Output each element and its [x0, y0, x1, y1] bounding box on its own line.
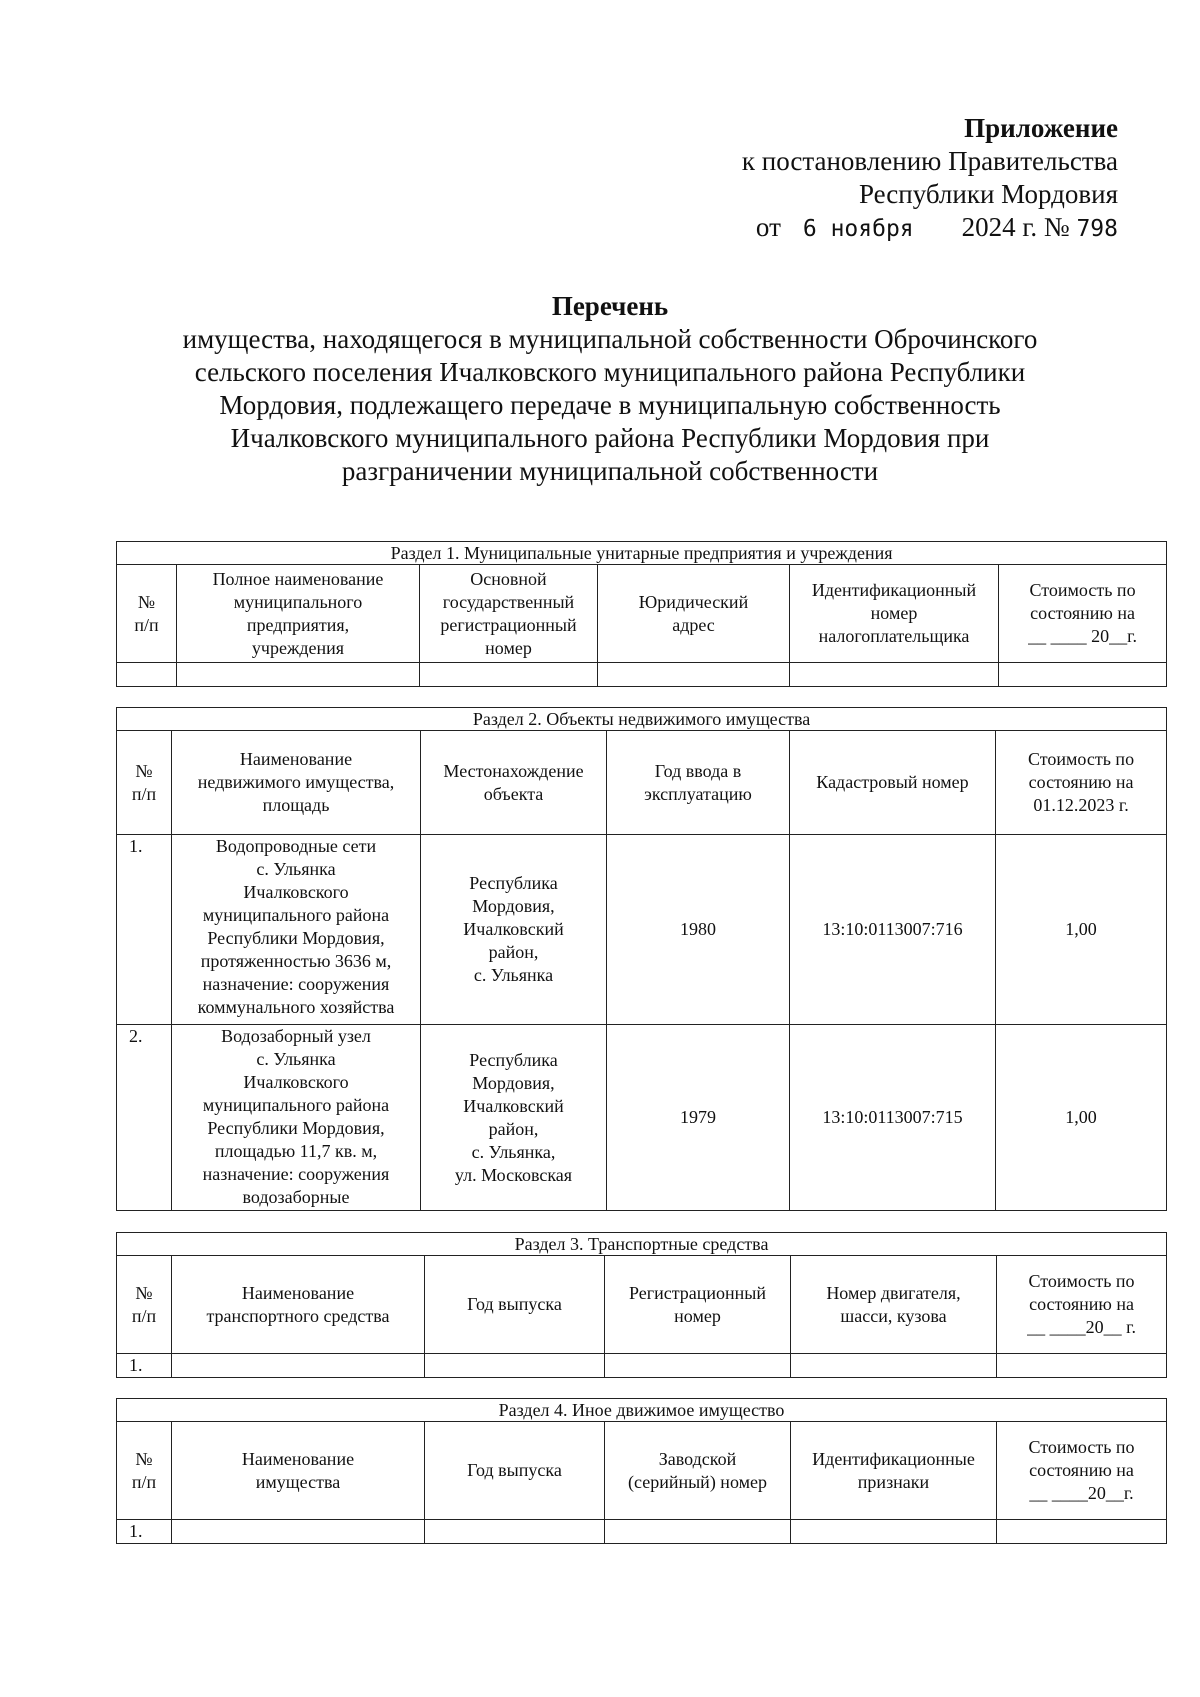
- column-header: Стоимость по состоянию на 01.12.2023 г.: [996, 731, 1167, 835]
- annex-line-1: к постановлению Правительства: [741, 146, 1118, 176]
- column-header: Год выпуска: [425, 1422, 605, 1520]
- table-cell: [791, 1520, 997, 1544]
- table-cell: [598, 663, 790, 687]
- date-day: 6 ноября: [802, 216, 914, 242]
- document-number: 798: [1076, 216, 1118, 242]
- table-cell: Водозаборный узел с. Ульянка Ичалковского муниципального района Республики Мордовия, площадью 11,7 кв. м, назначение: сооружения водозаборные: [172, 1025, 421, 1211]
- section-4-table: [116, 1398, 1167, 1544]
- row-number: 1.: [117, 835, 172, 1025]
- column-header: № п/п: [117, 565, 177, 663]
- column-header: Стоимость по состоянию на __ ____ 20__г.: [999, 565, 1167, 663]
- column-header: Основной государственный регистрационный номер: [420, 565, 598, 663]
- row-number: 1.: [117, 1354, 172, 1378]
- column-header: Местонахождение объекта: [421, 731, 607, 835]
- table-cell: [997, 1354, 1167, 1378]
- header-row: [117, 565, 1167, 663]
- column-header: Наименование имущества: [172, 1422, 425, 1520]
- column-header: Номер двигателя, шасси, кузова: [791, 1256, 997, 1354]
- section-3-table: [116, 1232, 1167, 1378]
- annex-line-2: Республики Мордовия: [858, 179, 1118, 209]
- title-line-1: имущества, находящегося в муниципальной собственности Оброчинского: [182, 324, 1038, 354]
- section-caption: Раздел 3. Транспортные средства: [117, 1233, 1167, 1256]
- table-row: [117, 1354, 1167, 1378]
- column-header: № п/п: [117, 1256, 172, 1354]
- section-2-table: [116, 707, 1167, 1211]
- table-cell: [172, 1520, 425, 1544]
- date-year: 2024 г. №: [961, 212, 1070, 242]
- table-cell: [791, 1354, 997, 1378]
- column-header: Полное наименование муниципального предприятия, учреждения: [177, 565, 420, 663]
- column-header: Идентификационный номер налогоплательщика: [790, 565, 999, 663]
- row-number: 1.: [117, 1520, 172, 1544]
- table-cell: [999, 663, 1167, 687]
- header-row: [117, 1422, 1167, 1520]
- column-header: Кадастровый номер: [790, 731, 996, 835]
- title-line-3: Мордовия, подлежащего передаче в муниципальную собственность: [219, 390, 1001, 420]
- row-number: 2.: [117, 1025, 172, 1211]
- title-line-2: сельского поселения Ичалковского муниципального района Республики: [194, 357, 1026, 387]
- table-cell: [425, 1354, 605, 1378]
- date-prefix: от: [755, 212, 781, 242]
- table-cell: 1979: [607, 1025, 790, 1211]
- column-header: № п/п: [117, 1422, 172, 1520]
- table-cell: [790, 663, 999, 687]
- column-header: Юридический адрес: [598, 565, 790, 663]
- table-cell: 13:10:0113007:716: [790, 835, 996, 1025]
- table-row: [117, 835, 1167, 1025]
- table-row: [117, 663, 1167, 687]
- column-header: Регистрационный номер: [605, 1256, 791, 1354]
- table-cell: 1,00: [996, 835, 1167, 1025]
- column-header: Наименование недвижимого имущества, площадь: [172, 731, 421, 835]
- table-cell: Республика Мордовия, Ичалковский район, с. Ульянка: [421, 835, 607, 1025]
- header-row: [117, 1256, 1167, 1354]
- table-cell: Водопроводные сети с. Ульянка Ичалковского муниципального района Республики Мордовия, протяженностью 3636 м, назначение: сооружения коммунального хозяйства: [172, 835, 421, 1025]
- column-header: № п/п: [117, 731, 172, 835]
- table-cell: 1980: [607, 835, 790, 1025]
- table-cell: [172, 1354, 425, 1378]
- table-cell: Республика Мордовия, Ичалковский район, с. Ульянка, ул. Московская: [421, 1025, 607, 1211]
- title-line-5: разграничении муниципальной собственности: [341, 456, 879, 486]
- column-header: Заводской (серийный) номер: [605, 1422, 791, 1520]
- section-1-table: [116, 541, 1167, 687]
- column-header: Год выпуска: [425, 1256, 605, 1354]
- table-cell: [605, 1354, 791, 1378]
- header-row: [117, 731, 1167, 835]
- annex-heading: Приложение: [964, 113, 1118, 143]
- table-cell: 13:10:0113007:715: [790, 1025, 996, 1211]
- section-caption: Раздел 4. Иное движимое имущество: [117, 1399, 1167, 1422]
- section-caption: Раздел 1. Муниципальные унитарные предприятия и учреждения: [117, 542, 1167, 565]
- column-header: Наименование транспортного средства: [172, 1256, 425, 1354]
- table-cell: 1,00: [996, 1025, 1167, 1211]
- section-caption: Раздел 2. Объекты недвижимого имущества: [117, 708, 1167, 731]
- title-line-4: Ичалковского муниципального района Республики Мордовия при: [230, 423, 990, 453]
- row-number: [117, 663, 177, 687]
- column-header: Стоимость по состоянию на __ ____20__г.: [997, 1422, 1167, 1520]
- annex-date-line: [742, 211, 1118, 246]
- annex-block: [742, 112, 1118, 246]
- table-cell: [177, 663, 420, 687]
- title-heading: Перечень: [551, 291, 669, 321]
- table-cell: [420, 663, 598, 687]
- column-header: Идентификационные признаки: [791, 1422, 997, 1520]
- table-cell: [605, 1520, 791, 1544]
- column-header: Год ввода в эксплуатацию: [607, 731, 790, 835]
- document-title: [120, 290, 1100, 488]
- table-row: [117, 1520, 1167, 1544]
- column-header: Стоимость по состоянию на __ ____20__ г.: [997, 1256, 1167, 1354]
- table-cell: [997, 1520, 1167, 1544]
- table-cell: [425, 1520, 605, 1544]
- table-row: [117, 1025, 1167, 1211]
